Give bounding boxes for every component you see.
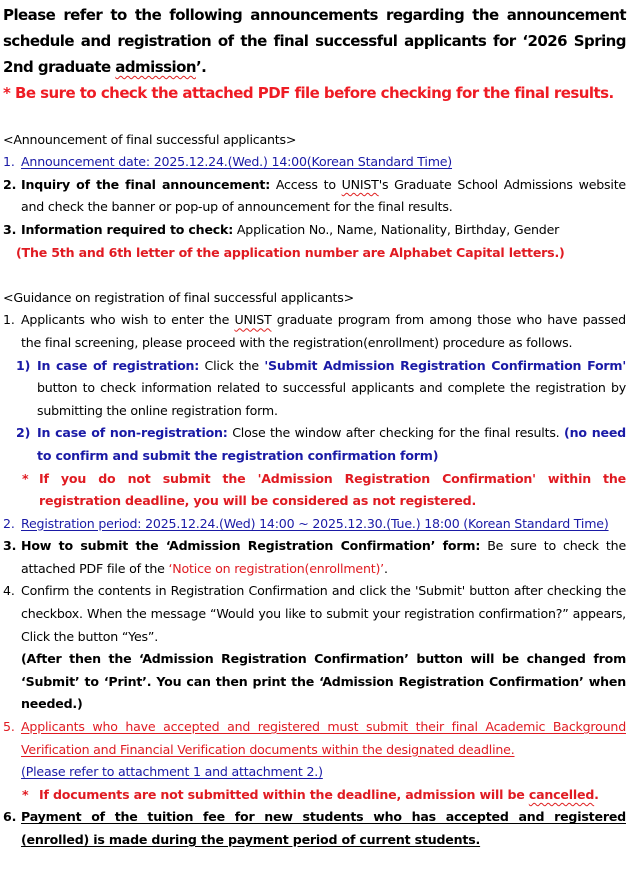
- spellcheck-word: UNIST: [341, 176, 379, 192]
- announcement-body: [3, 106, 626, 852]
- attachment-reference: (Please refer to attachment 1 and attachment 2.): [21, 764, 323, 780]
- cancellation-warning: * If documents are not submitted within the deadline, admission will be cancelled.: [22, 786, 599, 802]
- intro-paragraph: Please refer to the following announcements regarding the announcement schedule and registration of the final successful applicants for ‘2026 Spring 2nd graduate admission’.: [3, 6, 626, 76]
- announcement-date: 1. Announcement date: 2025.12.24.(Wed.) 14:00(Korean Standard Time): [3, 154, 453, 170]
- registration-intro-item: 1. Applicants who wish to enter the UNIST graduate program from among those who have passed the final screening, please proceed with the registration(enrollment) procedure as follows.: [3, 312, 626, 350]
- section-title-registration: <Guidance on registration of final successful applicants>: [3, 289, 354, 305]
- tuition-item: 6. Payment of the tuition fee for new students who has accepted and registered (enrolled) is made during the payment period of current students.: [3, 809, 626, 847]
- confirm-contents-item: 4. Confirm the contents in Registration Confirmation and click the 'Submit' button after checking the checkbox. When the message “Would you like to submit your registration confirmation?” appears, Click the button “Yes”.: [3, 583, 626, 644]
- section-title-announcement: <Announcement of final successful applicants>: [3, 131, 297, 147]
- print-note: (After then the ‘Admission Registration Confirmation’ button will be changed from ‘Submit’ to ‘Print’. You can then print the ‘Admission Registration Confirmation’ when needed.): [21, 651, 626, 712]
- pdf-warning: * Be sure to check the attached PDF file before checking for the final results.: [3, 84, 614, 102]
- case-registration: 1) In case of registration: Click the 'Submit Admission Registration Confirmation Form' button to check information related to successful applicants and complete the registration by submitting the online registration form.: [16, 357, 626, 418]
- how-to-submit-item: 3. How to submit the ‘Admission Registration Confirmation’ form: Be sure to check the attached PDF file of the ‘Notice on registration(enrollment)’.: [3, 538, 626, 576]
- info-required-item: 3. Information required to check: Application No., Name, Nationality, Birthday, Gender: [3, 221, 560, 237]
- spellcheck-word: admission: [115, 58, 196, 76]
- inquiry-item: 2. Inquiry of the final announcement: Access to UNIST's Graduate School Admissions website and check the banner or pop-up of announcement for the final results.: [3, 176, 626, 215]
- spellcheck-word: UNIST: [234, 312, 272, 328]
- application-number-note: (The 5th and 6th letter of the application number are Alphabet Capital letters.): [16, 244, 565, 260]
- case-non-registration: 2) In case of non-registration: Close the window after checking for the final results. (no need to confirm and submit the registration confirmation form): [16, 425, 626, 463]
- not-registered-warning: * If you do not submit the 'Admission Registration Confirmation' within the registration deadline, you will be considered as not registered.: [22, 470, 626, 509]
- registration-period: 2. Registration period: 2025.12.24.(Wed) 14:00 ~ 2025.12.30.(Tue.) 18:00 (Korean Standard Time): [3, 515, 609, 531]
- final-documents-item: 5. Applicants who have accepted and registered must submit their final Academic Background Verification and Financial Verification documents within the designated deadline.: [3, 719, 626, 757]
- spellcheck-word: cancelled: [528, 786, 595, 802]
